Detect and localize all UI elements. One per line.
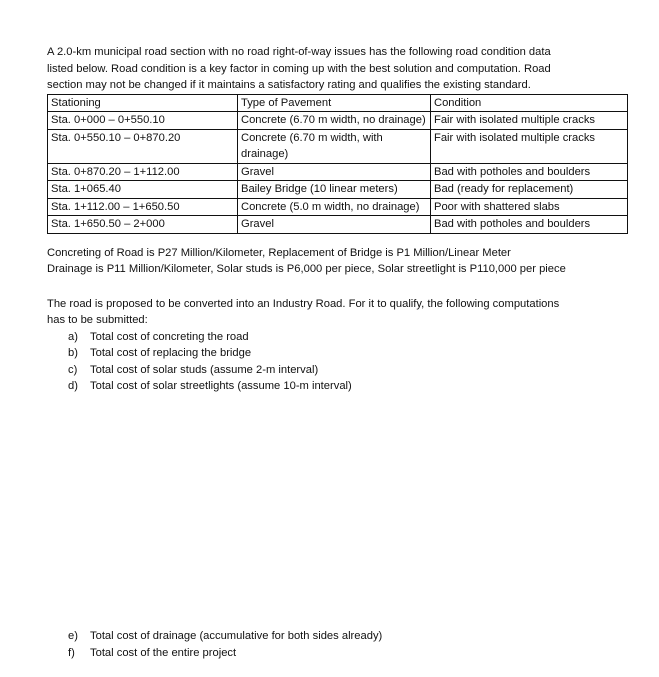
list-marker: f) [68, 646, 75, 659]
list-item [68, 329, 627, 346]
list-item [68, 362, 627, 379]
cell-pavement: Concrete (6.70 m width, no drainage) [238, 112, 431, 130]
proposal-line: has to be submitted: [47, 314, 148, 326]
cell-stationing: Sta. 0+870.20 – 1+112.00 [48, 163, 238, 181]
list-item-text: Total cost of the entire project [90, 646, 237, 659]
document-page [47, 44, 627, 395]
list-item-text: Total cost of solar streetlights (assume 10-m interval) [90, 380, 352, 392]
unit-costs-paragraph [47, 245, 627, 278]
intro-paragraph [47, 44, 627, 94]
list-marker: e) [68, 630, 78, 642]
list-item-text: Total cost of concreting the road [90, 330, 249, 343]
list-marker: d) [68, 380, 78, 392]
cell-pavement: Concrete (5.0 m width, no drainage) [238, 198, 431, 216]
cell-condition: Bad with potholes and boulders [431, 216, 628, 234]
cell-condition: Fair with isolated multiple cracks [431, 112, 628, 130]
road-condition-table [47, 94, 628, 234]
intro-line: listed below. Road condition is a key factor in coming up with the best solution and computation. Road [47, 62, 551, 75]
list-item-text: Total cost of solar studs (assume 2-m interval) [90, 363, 319, 376]
list-marker: c) [68, 363, 78, 376]
cell-condition: Bad with potholes and boulders [431, 163, 628, 181]
intro-line: section may not be changed if it maintains a satisfactory rating and qualifies the existing standard. [47, 79, 531, 91]
computation-list-continued [68, 628, 382, 661]
table-row [48, 112, 628, 130]
cell-pavement: Concrete (6.70 m width, with drainage) [238, 129, 431, 163]
table-row [48, 129, 628, 163]
table-row [48, 198, 628, 216]
cell-condition: Bad (ready for replacement) [431, 181, 628, 199]
list-marker: b) [68, 347, 78, 359]
list-item-text: Total cost of replacing the bridge [90, 347, 252, 359]
cell-pavement: Gravel [238, 163, 431, 181]
table-row [48, 216, 628, 234]
header-stationing: Stationing [48, 94, 238, 112]
list-item [68, 628, 382, 645]
cell-stationing: Sta. 1+112.00 – 1+650.50 [48, 198, 238, 216]
list-item [68, 378, 627, 395]
proposal-paragraph [47, 296, 627, 395]
cell-stationing: Sta. 1+650.50 – 2+000 [48, 216, 238, 234]
rates-line: Concreting of Road is P27 Million/Kilometer, Replacement of Bridge is P1 Million/Linear Meter [47, 246, 511, 259]
rates-line: Drainage is P11 Million/Kilometer, Solar studs is P6,000 per piece, Solar streetlight is P110,000 per piece [47, 263, 566, 275]
list-item-text: Total cost of drainage (accumulative for both sides already) [90, 630, 383, 642]
table-row [48, 181, 628, 199]
intro-line: A 2.0-km municipal road section with no road right-of-way issues has the following road condition data [47, 46, 551, 58]
list-item [68, 645, 382, 662]
header-condition: Condition [431, 94, 628, 112]
cell-pavement: Gravel [238, 216, 431, 234]
cell-condition: Fair with isolated multiple cracks [431, 129, 628, 163]
cell-condition: Poor with shattered slabs [431, 198, 628, 216]
proposal-line: The road is proposed to be converted into an Industry Road. For it to qualify, the following computations [47, 297, 560, 310]
list-marker: a) [68, 330, 78, 343]
computation-list [47, 329, 627, 395]
cell-pavement: Bailey Bridge (10 linear meters) [238, 181, 431, 199]
table-header-row [48, 94, 628, 112]
list-item [68, 345, 627, 362]
table-row [48, 163, 628, 181]
cell-stationing: Sta. 0+550.10 – 0+870.20 [48, 129, 238, 163]
cell-stationing: Sta. 0+000 – 0+550.10 [48, 112, 238, 130]
header-pavement: Type of Pavement [238, 94, 431, 112]
cell-stationing: Sta. 1+065.40 [48, 181, 238, 199]
